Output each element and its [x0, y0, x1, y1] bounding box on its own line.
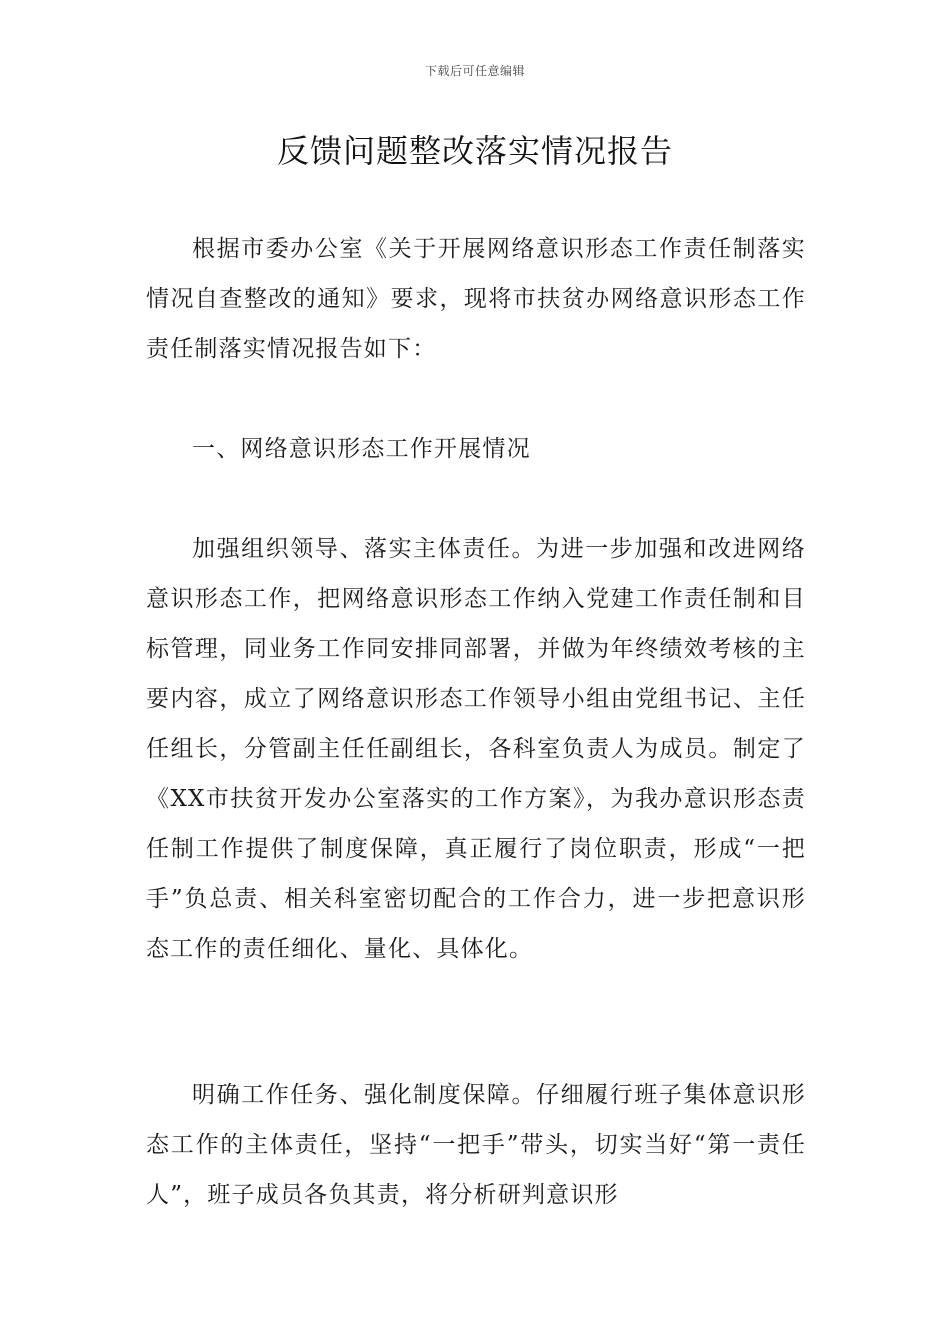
- body-paragraph: [146, 1070, 806, 1220]
- intro-text: 根据市委办公室《关于开展网络意识形态工作责任制落实情况自查整改的通知》要求，现将市扶贫办网络意识形态工作责任制落实情况报告如下：: [146, 236, 806, 362]
- section-heading: [146, 424, 806, 474]
- body-paragraph-text: 加强组织领导、落实主体责任。为进一步加强和改进网络意识形态工作，把网络意识形态工作纳入党建工作责任制和目标管理，同业务工作同安排同部署，并做为年终绩效考核的主要内容，成立了网络意识形态工作领导小组由党组书记、主任任组长，分管副主任任副组长，各科室负责人为成员。制定了《XX市扶贫开发办公室落实的工作方案》，为我办意识形态责任制工作提供了制度保障，真正履行了岗位职责，形成“一把手”负总责、相关科室密切配合的工作合力，进一步把意识形态工作的责任细化、量化、具体化。: [146, 536, 806, 962]
- section-heading-text: 一、网络意识形态工作开展情况: [192, 436, 531, 462]
- intro-paragraph: [146, 224, 806, 374]
- body-paragraph: [146, 524, 806, 974]
- document-title: 反馈问题整改落实情况报告: [276, 132, 673, 170]
- body-paragraph-text: 明确工作任务、强化制度保障。仔细履行班子集体意识形态工作的主体责任，坚持“一把手”带头，切实当好“第一责任人”，班子成员各负其责，将分析研判意识形: [146, 1082, 806, 1208]
- header-note: 下载后可任意编辑: [424, 64, 525, 78]
